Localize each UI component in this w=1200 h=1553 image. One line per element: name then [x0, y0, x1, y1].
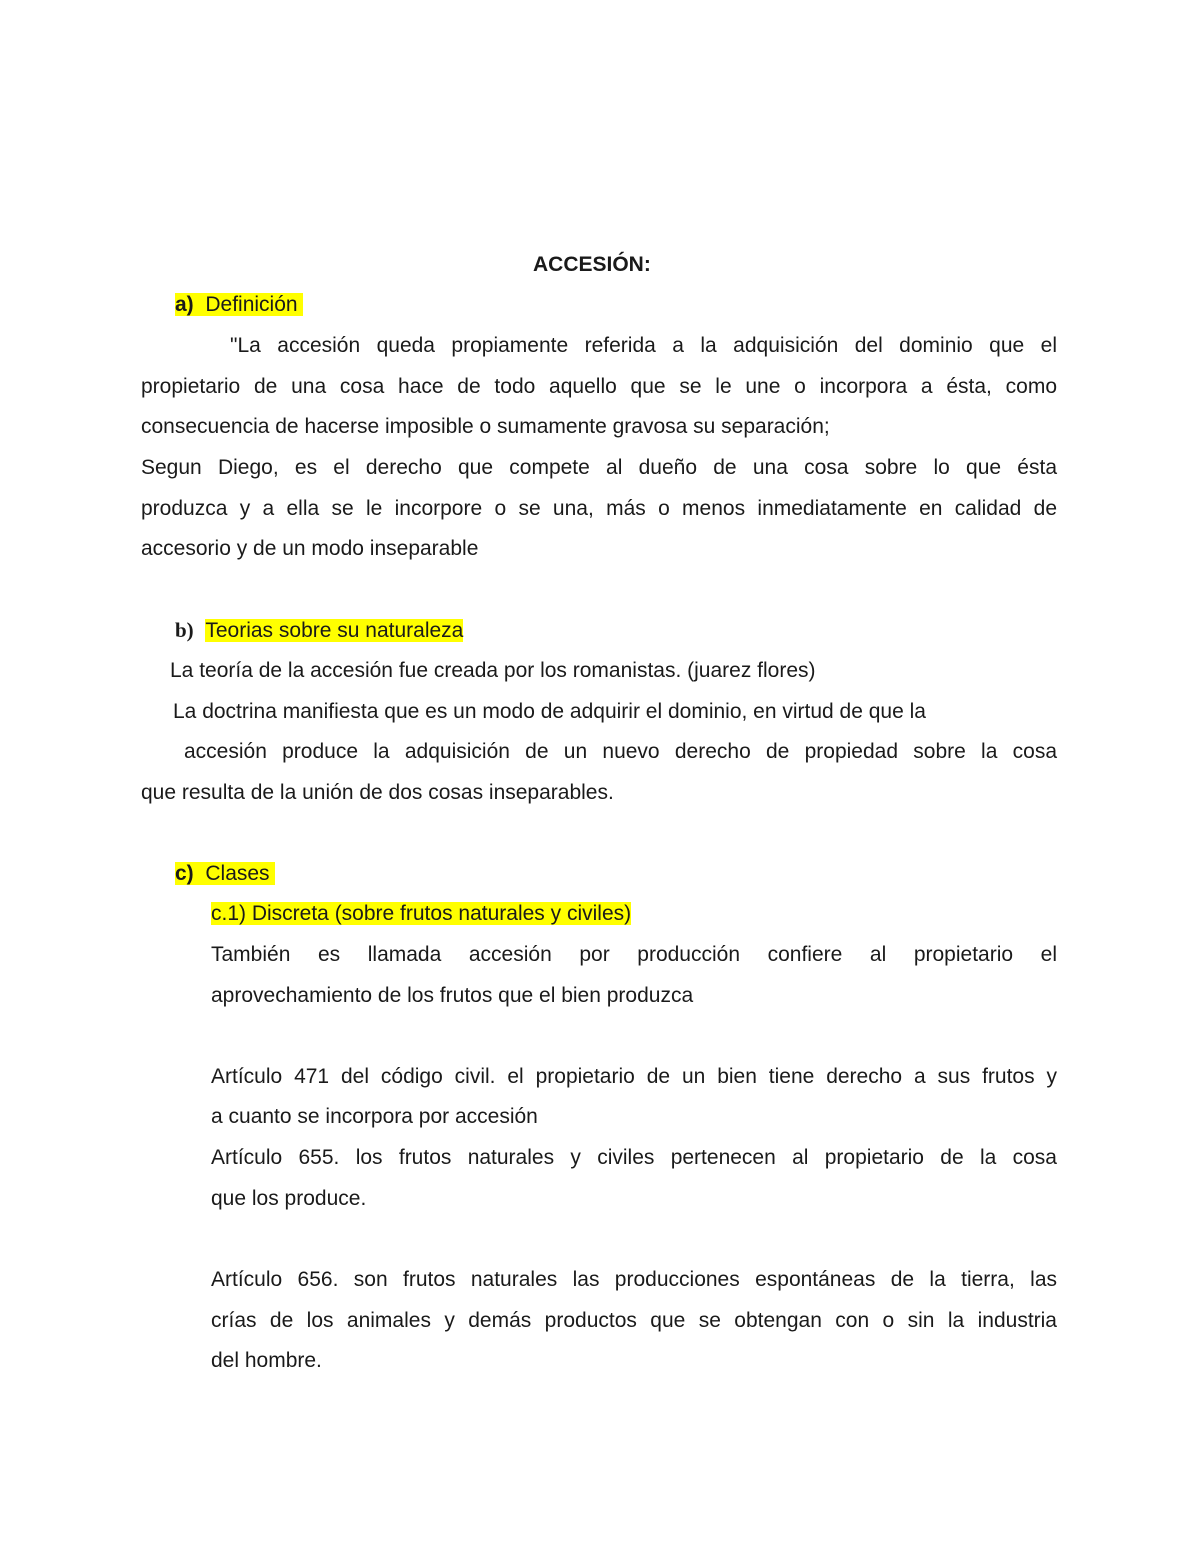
section-c1-heading — [211, 901, 631, 927]
section-c-line-5: Artículo 655. los frutos naturales y civiles pertenecen al propietario de la cosa — [211, 1146, 1057, 1169]
section-a-line-1: "La accesión queda propiamente referida a la adquisición del dominio que el — [230, 334, 1057, 357]
section-a-line-4: Segun Diego, es el derecho que compete al dueño de una cosa sobre lo que ésta — [141, 456, 1057, 479]
section-c-label: c) — [175, 862, 194, 885]
section-c-line-7: Artículo 656. son frutos naturales las producciones espontáneas de la tierra, las — [211, 1268, 1057, 1291]
section-c-line-8: crías de los animales y demás productos que se obtengan con o sin la industria — [211, 1309, 1057, 1332]
section-a-line-5: produzca y a ella se le incorpore o se una, más o menos inmediatamente en calidad de — [141, 497, 1057, 520]
section-b-line-2: La doctrina manifiesta que es un modo de adquirir el dominio, en virtud de que la — [173, 700, 926, 723]
section-c-line-6: que los produce. — [211, 1187, 367, 1210]
section-c-line-2: aprovechamiento de los frutos que el bien produzca — [211, 984, 694, 1007]
section-b-line-1: La teoría de la accesión fue creada por los romanistas. (juarez flores) — [170, 659, 816, 682]
section-c-line-1: También es llamada accesión por producción confiere al propietario el — [211, 943, 1057, 966]
section-c1-title: c.1) Discreta (sobre frutos naturales y civiles) — [211, 902, 632, 925]
section-a-line-2: propietario de una cosa hace de todo aquello que se le une o incorpora a ésta, como — [141, 375, 1057, 398]
section-a-line-6: accesorio y de un modo inseparable — [141, 537, 479, 560]
section-c-heading — [175, 861, 275, 887]
section-c-line-4: a cuanto se incorpora por accesión — [211, 1105, 538, 1128]
section-b-label: b) — [175, 618, 194, 642]
section-c-line-9: del hombre. — [211, 1349, 322, 1372]
section-c-line-3: Artículo 471 del código civil. el propietario de un bien tiene derecho a sus frutos y — [211, 1065, 1057, 1088]
section-a-line-3: consecuencia de hacerse imposible o sumamente gravosa su separación; — [141, 415, 830, 438]
section-b-line-3: accesión produce la adquisición de un nuevo derecho de propiedad sobre la cosa — [184, 740, 1057, 763]
section-a-label: a) — [175, 293, 194, 316]
section-a-title: Definición — [205, 293, 298, 316]
section-b-line-4: que resulta de la unión de dos cosas inseparables. — [141, 781, 614, 804]
page-title: ACCESIÓN: — [533, 253, 651, 276]
section-b-heading — [175, 617, 463, 644]
section-b-title: Teorias sobre su naturaleza — [205, 619, 464, 642]
section-a-heading — [175, 292, 303, 318]
section-c-title: Clases — [205, 862, 270, 885]
